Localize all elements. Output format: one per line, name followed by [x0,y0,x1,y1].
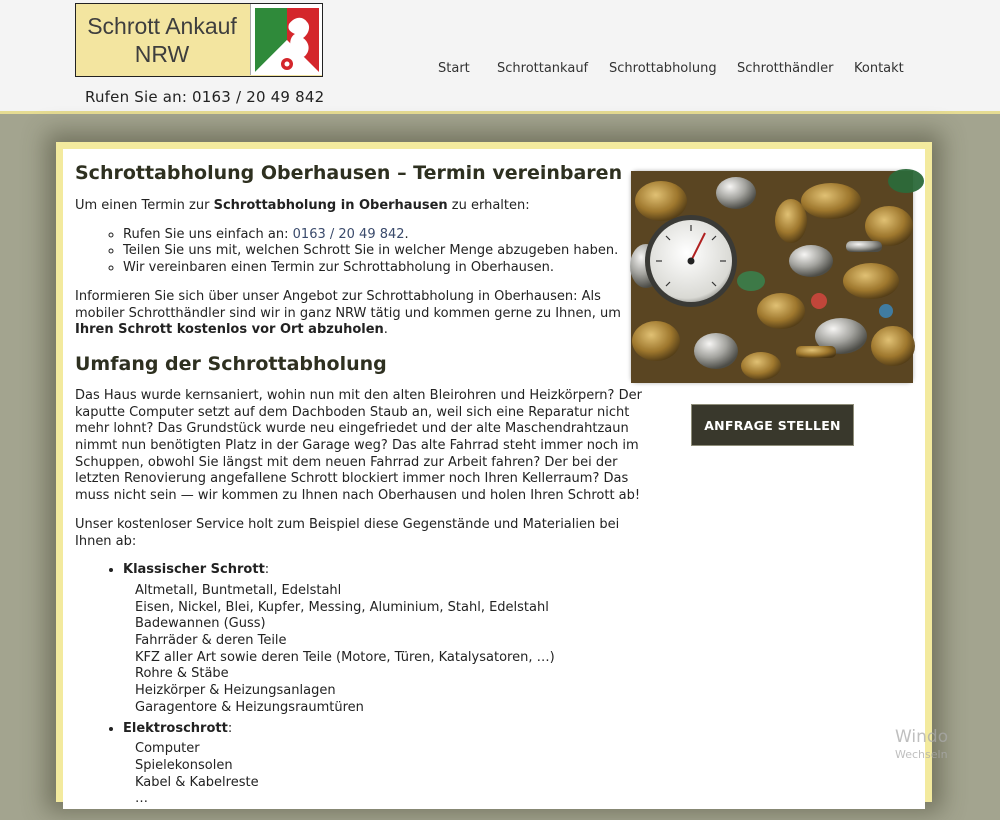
category-classic-title: Klassischer Schrott [123,562,265,578]
appointment-steps [123,227,645,277]
list-item: ◦ Teilen Sie uns mit, welchen Schrott Sie in welcher Menge abzugeben haben. [123,243,645,260]
intro-paragraph [75,198,645,215]
list-item: Eisen, Nickel, Blei, Kupfer, Messing, Aluminium, Stahl, Edelstahl [135,599,549,615]
electro-items [135,741,645,808]
info-bold: Ihren Schrott kostenlos vor Ort abzuholen [75,322,384,338]
main-article [75,161,645,820]
list-item: KFZ aller Art sowie deren Teile (Motore, Türen, Katalysatoren, …) [135,649,555,665]
watermark-line-1: Windo [895,727,949,747]
content-frame [56,142,932,807]
windows-activation-watermark [895,727,948,761]
main-navigation [0,61,1000,81]
nav-item-schrottabholung[interactable]: Schrottabholung [609,61,717,76]
info-paragraph [75,289,645,339]
header-phone: Rufen Sie an: 0163 / 20 49 842 [85,88,325,106]
nav-item-start[interactable]: Start [438,61,470,76]
request-button[interactable]: ANFRAGE STELLEN [691,404,854,446]
section-title: Umfang der Schrottabholung [75,352,387,375]
category-classic [123,562,645,716]
category-colon: : [264,562,270,578]
logo-line-1: Schrott Ankauf [87,13,237,39]
nav-item-kontakt[interactable]: Kontakt [854,61,904,76]
step-1-suffix: . [404,226,409,242]
list-item: Kabel & Kabelreste [135,774,259,790]
list-item: Heizkörper & Heizungsanlagen [135,683,336,699]
site-header [0,0,1000,114]
step-1-prefix: Rufen Sie uns einfach an: [123,226,293,242]
list-item [123,227,645,244]
list-item: Fahrräder & deren Teile [135,633,287,649]
category-electro [123,721,645,809]
list-item: Computer [135,741,200,757]
info-suffix: . [383,322,388,338]
section-paragraph: Das Haus wurde kernsaniert, wohin nun mit den alten Bleirohren und Heizkörpern? Der kaputte Computer setzt auf dem Dachboden Staub an, weil sich eine Reparatur nicht mehr lohnt? Das Grundstück wurde neu eingefriedet und der alte Maschendrahtzaun nimmt nun benötigten Platz in der Garage weg? Das alte Fahrrad steht immer noch im Schuppen, obwohl Sie längst mit dem neuen Fahrrad zur Arbeit fahren? Der bei der letzten Renovierung angefallene Schrott blockiert immer noch Ihren Kellerraum? Das muss nicht sein — wir kommen zu Ihnen nach Oberhausen und holen Ihren Schrott ab! [75,387,642,504]
intro-bold: Schrottabholung in Oberhausen [213,198,448,213]
nav-item-schrotthaendler[interactable]: Schrotthändler [737,61,834,76]
list-item: ◦ Wir vereinbaren einen Termin zur Schrottabholung in Oberhausen. [123,260,645,277]
content-panel [63,149,925,809]
service-paragraph: Unser kostenloser Service holt zum Beispiel diese Gegenstände und Materialien bei Ihnen ab: [75,516,620,549]
scrap-metal-photo [631,171,913,383]
phone-link[interactable]: 0163 / 20 49 842 [292,226,405,242]
list-item: Altmetall, Buntmetall, Edelstahl [135,582,342,598]
category-colon: : [227,720,233,736]
classic-items [135,583,645,717]
page-title: Schrottabholung Oberhausen – Termin vereinbaren [75,162,623,184]
logo-line-2: NRW [134,41,190,67]
info-text: Informieren Sie sich über unser Angebot zur Schrottabholung in Oberhausen: Als mobiler Schrotthändler sind wir in ganz NRW tätig und kommen gerne zu Ihnen, um [75,288,621,321]
list-item: Garagentore & Heizungsraumtüren [135,699,364,715]
intro-prefix: Um einen Termin zur [75,198,214,213]
category-electro-title: Elektroschrott [123,720,228,736]
list-item: Badewannen (Guss) [135,616,266,632]
nav-item-schrottankauf[interactable]: Schrottankauf [497,61,589,76]
category-list [123,562,645,808]
intro-suffix: zu erhalten: [447,198,530,213]
watermark-line-2: Wechseln [895,748,948,761]
list-item: Rohre & Stäbe [135,666,229,682]
logo-text [76,12,248,68]
list-item: … [135,791,148,807]
list-item: Spielekonsolen [135,757,233,773]
